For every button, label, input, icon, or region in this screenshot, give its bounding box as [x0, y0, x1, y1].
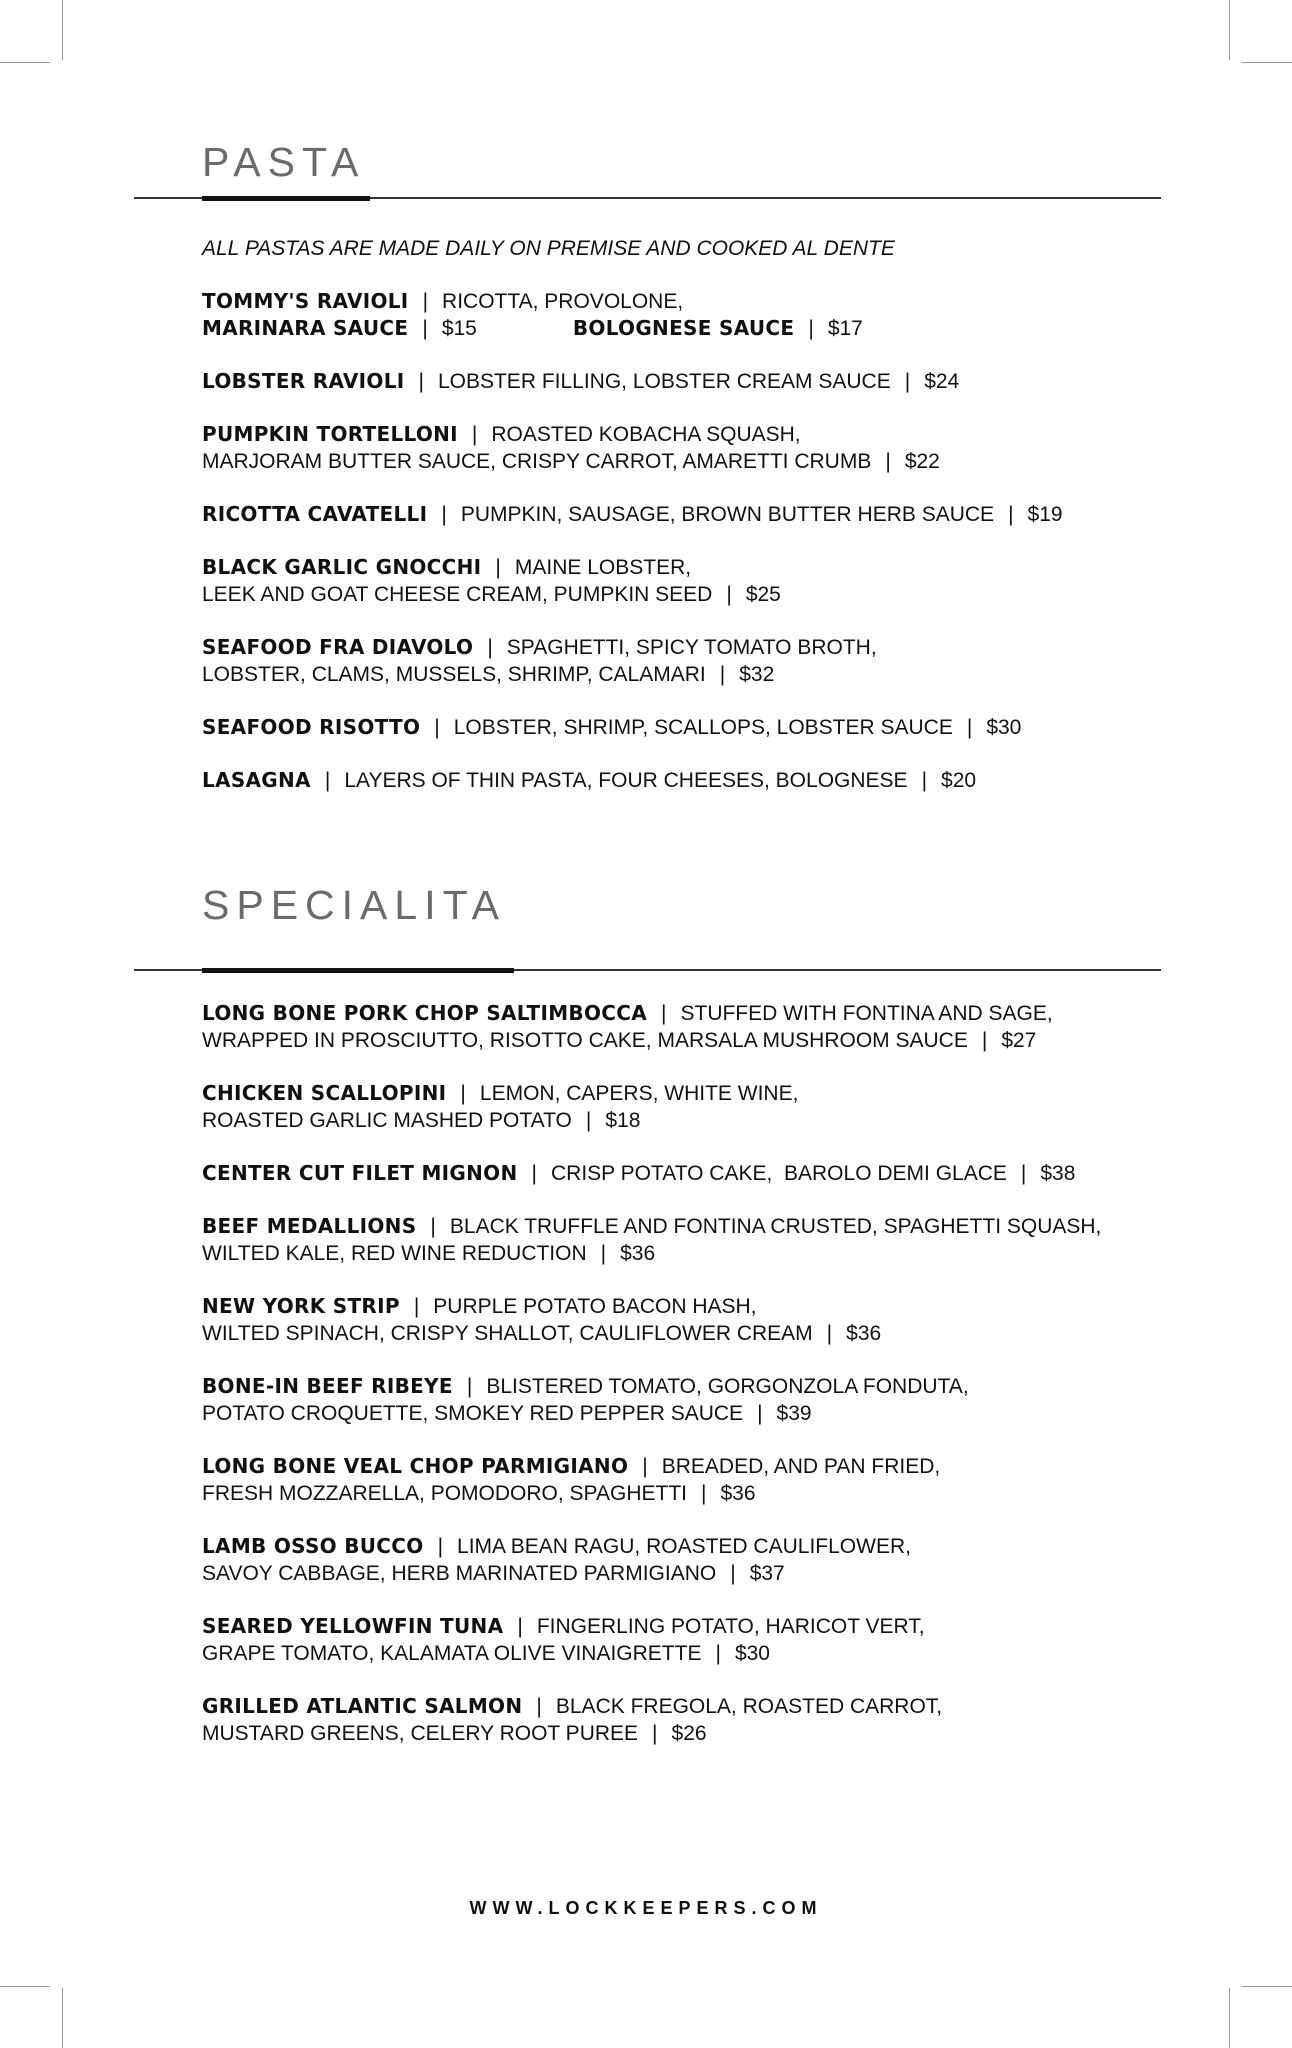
- item-price: $36: [720, 1482, 756, 1505]
- item-description: PUMPKIN, SAUSAGE, BROWN BUTTER HERB SAUCE: [460, 503, 995, 526]
- separator: |: [460, 1082, 466, 1105]
- separator: |: [437, 1535, 444, 1558]
- separator: |: [487, 636, 493, 659]
- crop-mark: [62, 0, 63, 60]
- item-name: GRILLED ATLANTIC SALMON: [202, 1694, 523, 1718]
- menu-item: [202, 1293, 1162, 1347]
- crop-mark: [0, 1986, 50, 1987]
- item-description: LOBSTER FILLING, LOBSTER CREAM SAUCE: [437, 370, 891, 393]
- item-option-name: MARINARA SAUCE: [202, 316, 409, 340]
- item-price: $20: [941, 769, 977, 792]
- menu-item: [202, 1373, 1162, 1427]
- separator: |: [652, 1722, 658, 1745]
- separator: |: [904, 370, 911, 393]
- item-price: $17: [827, 317, 863, 340]
- item-option-name: BOLOGNESE SAUCE: [572, 316, 795, 340]
- item-price: $37: [749, 1562, 785, 1585]
- item-price: $39: [776, 1402, 812, 1425]
- item-description: MUSTARD GREENS, CELERY ROOT PUREE: [202, 1722, 639, 1745]
- separator: |: [966, 716, 973, 739]
- separator: |: [430, 1215, 436, 1238]
- item-description: ROASTED GARLIC MASHED POTATO: [202, 1109, 572, 1132]
- separator: |: [921, 769, 928, 792]
- item-name: SEAFOOD FRA DIAVOLO: [202, 635, 474, 659]
- item-description: POTATO CROQUETTE, SMOKEY RED PEPPER SAUCE: [202, 1402, 744, 1425]
- item-description: MAINE LOBSTER,: [514, 556, 692, 579]
- separator: |: [466, 1375, 473, 1398]
- separator: |: [719, 663, 726, 686]
- separator: |: [536, 1695, 542, 1718]
- item-price: $38: [1040, 1162, 1076, 1185]
- section-title-specialita: SPECIALITA: [202, 882, 506, 928]
- website-link[interactable]: WWW.LOCKKEEPERS.COM: [469, 1898, 823, 1918]
- item-description: WRAPPED IN PROSCIUTTO, RISOTTO CAKE, MARSALA MUSHROOM SAUCE: [202, 1029, 968, 1052]
- separator: |: [418, 370, 424, 393]
- item-price: $30: [734, 1642, 770, 1665]
- menu-item: [202, 1080, 1162, 1134]
- item-description: BLACK FREGOLA, ROASTED CARROT,: [555, 1695, 943, 1718]
- item-description: SAVOY CABBAGE, HERB MARINATED PARMIGIANO: [202, 1562, 717, 1585]
- item-price: $18: [605, 1109, 641, 1132]
- separator: |: [600, 1242, 607, 1265]
- item-name: PUMPKIN TORTELLONI: [202, 422, 458, 446]
- section-title-pasta: PASTA: [202, 139, 366, 185]
- section-divider-accent: [202, 196, 370, 201]
- menu-item: [202, 767, 1162, 794]
- pasta-note: ALL PASTAS ARE MADE DAILY ON PREMISE AND COOKED AL DENTE: [202, 237, 895, 260]
- item-name: BONE-IN BEEF RIBEYE: [202, 1374, 453, 1398]
- separator: |: [441, 503, 447, 526]
- menu-item: [202, 501, 1162, 528]
- menu-item: [202, 714, 1162, 741]
- separator: |: [642, 1455, 648, 1478]
- item-description: LAYERS OF THIN PASTA, FOUR CHEESES, BOLOGNESE: [344, 769, 908, 792]
- separator: |: [585, 1109, 592, 1132]
- menu-item: [202, 1213, 1162, 1267]
- item-description: WILTED KALE, RED WINE REDUCTION: [202, 1242, 587, 1265]
- item-description: LOBSTER, CLAMS, MUSSELS, SHRIMP, CALAMARI: [202, 663, 706, 686]
- item-name: TOMMY'S RAVIOLI: [202, 289, 409, 313]
- separator: |: [885, 450, 891, 473]
- menu-item: [202, 368, 1162, 395]
- item-name: CENTER CUT FILET MIGNON: [202, 1161, 518, 1185]
- menu-item: [202, 1000, 1162, 1054]
- menu-item: [202, 421, 1162, 475]
- item-price: $27: [1001, 1029, 1037, 1052]
- item-name: BEEF MEDALLIONS: [202, 1214, 417, 1238]
- item-description: CRISP POTATO CAKE, BAROLO DEMI GLACE: [551, 1162, 1007, 1185]
- item-price: $24: [924, 370, 960, 393]
- item-description: LEEK AND GOAT CHEESE CREAM, PUMPKIN SEED: [202, 583, 713, 606]
- separator: |: [422, 290, 429, 313]
- separator: |: [715, 1642, 721, 1665]
- separator: |: [1008, 503, 1014, 526]
- item-description: BLISTERED TOMATO, GORGONZOLA FONDUTA,: [486, 1375, 969, 1398]
- item-name: LOBSTER RAVIOLI: [202, 369, 405, 393]
- item-description: LIMA BEAN RAGU, ROASTED CAULIFLOWER,: [457, 1535, 911, 1558]
- menu-item: [202, 1693, 1162, 1747]
- item-description: RICOTTA, PROVOLONE,: [442, 290, 684, 313]
- item-description: WILTED SPINACH, CRISPY SHALLOT, CAULIFLOWER CREAM: [202, 1322, 813, 1345]
- item-description: ROASTED KOBACHA SQUASH,: [491, 423, 801, 446]
- separator: |: [808, 317, 814, 340]
- crop-mark: [1242, 1986, 1292, 1987]
- crop-mark: [1242, 62, 1292, 63]
- item-price: $32: [739, 663, 775, 686]
- item-description: LEMON, CAPERS, WHITE WINE,: [479, 1082, 799, 1105]
- item-name: LAMB OSSO BUCCO: [202, 1534, 424, 1558]
- item-price: $22: [904, 450, 940, 473]
- separator: |: [324, 769, 331, 792]
- item-name: NEW YORK STRIP: [202, 1294, 400, 1318]
- separator: |: [517, 1615, 523, 1638]
- menu-item: [202, 554, 1162, 608]
- item-name: LONG BONE PORK CHOP SALTIMBOCCA: [202, 1001, 648, 1025]
- item-price: $30: [986, 716, 1022, 739]
- section-divider-accent: [202, 968, 514, 973]
- item-price: $26: [671, 1722, 707, 1745]
- item-description: GRAPE TOMATO, KALAMATA OLIVE VINAIGRETTE: [202, 1642, 702, 1665]
- item-name: LASAGNA: [202, 768, 311, 792]
- item-description: STUFFED WITH FONTINA AND SAGE,: [680, 1002, 1053, 1025]
- item-name: CHICKEN SCALLOPINI: [202, 1081, 447, 1105]
- menu-item: [202, 1160, 1162, 1187]
- item-price: $36: [846, 1322, 882, 1345]
- item-description: FRESH MOZZARELLA, POMODORO, SPAGHETTI: [202, 1482, 687, 1505]
- separator: |: [1020, 1162, 1027, 1185]
- item-description: LOBSTER, SHRIMP, SCALLOPS, LOBSTER SAUCE: [453, 716, 953, 739]
- separator: |: [701, 1482, 707, 1505]
- item-description: BLACK TRUFFLE AND FONTINA CRUSTED, SPAGHETTI SQUASH,: [449, 1215, 1102, 1238]
- item-description: SPAGHETTI, SPICY TOMATO BROTH,: [506, 636, 877, 659]
- separator: |: [531, 1162, 537, 1185]
- item-description: FINGERLING POTATO, HARICOT VERT,: [536, 1615, 925, 1638]
- menu-item: [202, 1533, 1162, 1587]
- crop-mark: [62, 1988, 63, 2048]
- item-name: SEARED YELLOWFIN TUNA: [202, 1614, 504, 1638]
- menu-item: [202, 1453, 1162, 1507]
- item-price: $25: [745, 583, 781, 606]
- item-price: $19: [1027, 503, 1063, 526]
- separator: |: [661, 1002, 667, 1025]
- separator: |: [413, 1295, 420, 1318]
- crop-mark: [1229, 1988, 1230, 2048]
- separator: |: [981, 1029, 988, 1052]
- separator: |: [726, 583, 732, 606]
- crop-mark: [1229, 0, 1230, 60]
- item-price: $15: [441, 317, 477, 340]
- separator: |: [826, 1322, 833, 1345]
- separator: |: [495, 556, 501, 579]
- menu-item: [202, 1613, 1162, 1667]
- item-name: SEAFOOD RISOTTO: [202, 715, 421, 739]
- separator: |: [422, 317, 428, 340]
- item-description: PURPLE POTATO BACON HASH,: [433, 1295, 757, 1318]
- menu-item: [202, 634, 1162, 688]
- item-name: BLACK GARLIC GNOCCHI: [202, 555, 482, 579]
- menu-item: [202, 288, 1162, 342]
- item-description: MARJORAM BUTTER SAUCE, CRISPY CARROT, AMARETTI CRUMB: [202, 450, 872, 473]
- item-description: BREADED, AND PAN FRIED,: [661, 1455, 941, 1478]
- item-price: $36: [620, 1242, 656, 1265]
- separator: |: [434, 716, 440, 739]
- separator: |: [730, 1562, 736, 1585]
- item-name: LONG BONE VEAL CHOP PARMIGIANO: [202, 1454, 629, 1478]
- item-name: RICOTTA CAVATELLI: [202, 502, 428, 526]
- separator: |: [757, 1402, 763, 1425]
- crop-mark: [0, 62, 50, 63]
- separator: |: [471, 423, 478, 446]
